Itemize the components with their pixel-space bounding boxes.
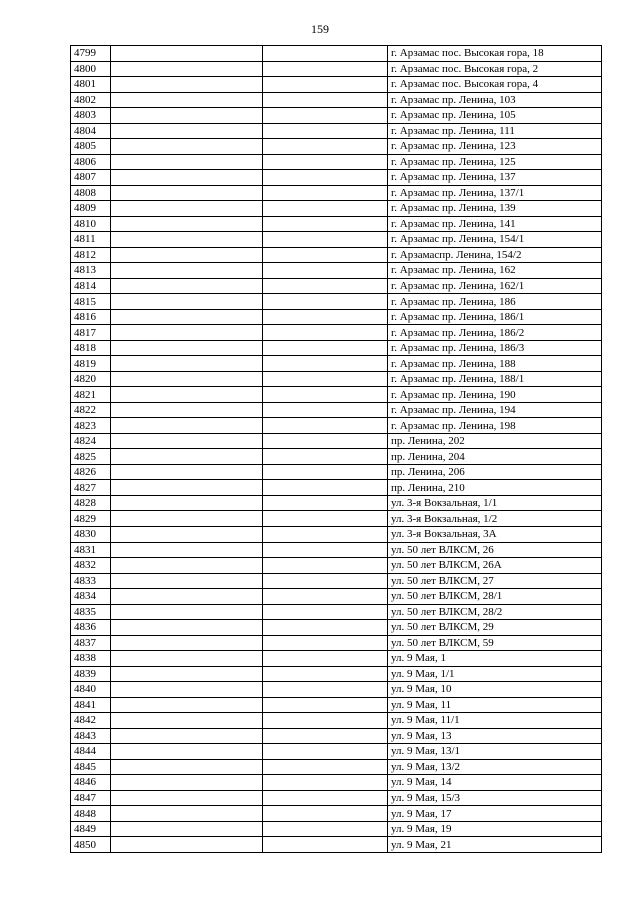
row-number: 4801 xyxy=(71,77,111,93)
empty-cell xyxy=(263,340,388,356)
table-row xyxy=(71,232,602,248)
empty-cell xyxy=(263,635,388,651)
empty-cell xyxy=(263,495,388,511)
empty-cell xyxy=(111,589,263,605)
table-row xyxy=(71,185,602,201)
empty-cell xyxy=(111,61,263,77)
empty-cell xyxy=(263,837,388,853)
empty-cell xyxy=(263,821,388,837)
empty-cell xyxy=(111,294,263,310)
address-cell: ул. 9 Мая, 15/3 xyxy=(388,790,602,806)
empty-cell xyxy=(111,433,263,449)
address-cell: г. Арзамас пр. Ленина, 186 xyxy=(388,294,602,310)
address-cell: пр. Ленина, 204 xyxy=(388,449,602,465)
address-cell: г. Арзамас пр. Ленина, 162/1 xyxy=(388,278,602,294)
table-row xyxy=(71,449,602,465)
address-cell: ул. 3-я Вокзальная, 3А xyxy=(388,526,602,542)
empty-cell xyxy=(111,356,263,372)
row-number: 4848 xyxy=(71,806,111,822)
empty-cell xyxy=(263,418,388,434)
table-row xyxy=(71,387,602,403)
row-number: 4816 xyxy=(71,309,111,325)
row-number: 4828 xyxy=(71,495,111,511)
empty-cell xyxy=(111,806,263,822)
empty-cell xyxy=(111,651,263,667)
address-cell: г. Арзамас пр. Ленина, 186/1 xyxy=(388,309,602,325)
address-cell: г. Арзамас пр. Ленина, 162 xyxy=(388,263,602,279)
empty-cell xyxy=(263,542,388,558)
empty-cell xyxy=(263,433,388,449)
empty-cell xyxy=(263,61,388,77)
empty-cell xyxy=(263,92,388,108)
address-cell: г. Арзамас пос. Высокая гора, 18 xyxy=(388,46,602,62)
empty-cell xyxy=(111,402,263,418)
row-number: 4832 xyxy=(71,558,111,574)
row-number: 4814 xyxy=(71,278,111,294)
row-number: 4813 xyxy=(71,263,111,279)
empty-cell xyxy=(263,728,388,744)
row-number: 4821 xyxy=(71,387,111,403)
address-cell: г. Арзамас пр. Ленина, 139 xyxy=(388,201,602,217)
empty-cell xyxy=(111,185,263,201)
address-cell: г. Арзамас пр. Ленина, 194 xyxy=(388,402,602,418)
empty-cell xyxy=(263,666,388,682)
empty-cell xyxy=(111,790,263,806)
address-cell: г. Арзамас пр. Ленина, 188/1 xyxy=(388,371,602,387)
row-number: 4835 xyxy=(71,604,111,620)
empty-cell xyxy=(111,573,263,589)
address-table-body xyxy=(71,46,602,853)
address-cell: пр. Ленина, 206 xyxy=(388,464,602,480)
address-cell: г. Арзамаспр. Ленина, 154/2 xyxy=(388,247,602,263)
row-number: 4825 xyxy=(71,449,111,465)
row-number: 4802 xyxy=(71,92,111,108)
table-row xyxy=(71,77,602,93)
row-number: 4818 xyxy=(71,340,111,356)
address-cell: г. Арзамас пр. Ленина, 188 xyxy=(388,356,602,372)
address-cell: г. Арзамас пр. Ленина, 123 xyxy=(388,139,602,155)
empty-cell xyxy=(263,713,388,729)
empty-cell xyxy=(263,604,388,620)
empty-cell xyxy=(111,325,263,341)
address-cell: г. Арзамас пр. Ленина, 190 xyxy=(388,387,602,403)
empty-cell xyxy=(263,154,388,170)
empty-cell xyxy=(263,589,388,605)
empty-cell xyxy=(263,77,388,93)
table-row xyxy=(71,294,602,310)
empty-cell xyxy=(111,263,263,279)
address-cell: ул. 9 Мая, 14 xyxy=(388,775,602,791)
table-row xyxy=(71,464,602,480)
empty-cell xyxy=(263,247,388,263)
table-row xyxy=(71,511,602,527)
table-row xyxy=(71,139,602,155)
row-number: 4809 xyxy=(71,201,111,217)
table-row xyxy=(71,589,602,605)
table-row xyxy=(71,651,602,667)
address-cell: ул. 50 лет ВЛКСМ, 59 xyxy=(388,635,602,651)
empty-cell xyxy=(263,123,388,139)
empty-cell xyxy=(263,682,388,698)
empty-cell xyxy=(111,526,263,542)
empty-cell xyxy=(111,449,263,465)
row-number: 4841 xyxy=(71,697,111,713)
table-row xyxy=(71,46,602,62)
row-number: 4850 xyxy=(71,837,111,853)
table-row xyxy=(71,170,602,186)
empty-cell xyxy=(111,775,263,791)
table-row xyxy=(71,635,602,651)
empty-cell xyxy=(263,46,388,62)
table-row xyxy=(71,371,602,387)
table-row xyxy=(71,263,602,279)
address-cell: г. Арзамас пр. Ленина, 186/3 xyxy=(388,340,602,356)
empty-cell xyxy=(111,340,263,356)
table-row xyxy=(71,558,602,574)
address-cell: г. Арзамас пр. Ленина, 141 xyxy=(388,216,602,232)
row-number: 4847 xyxy=(71,790,111,806)
empty-cell xyxy=(111,604,263,620)
table-row xyxy=(71,759,602,775)
address-cell: ул. 50 лет ВЛКСМ, 28/2 xyxy=(388,604,602,620)
row-number: 4827 xyxy=(71,480,111,496)
address-cell: г. Арзамас пр. Ленина, 186/2 xyxy=(388,325,602,341)
table-row xyxy=(71,526,602,542)
empty-cell xyxy=(263,759,388,775)
table-row xyxy=(71,247,602,263)
table-row xyxy=(71,821,602,837)
row-number: 4817 xyxy=(71,325,111,341)
empty-cell xyxy=(111,418,263,434)
empty-cell xyxy=(263,201,388,217)
row-number: 4837 xyxy=(71,635,111,651)
empty-cell xyxy=(263,387,388,403)
empty-cell xyxy=(111,371,263,387)
empty-cell xyxy=(263,108,388,124)
empty-cell xyxy=(111,216,263,232)
empty-cell xyxy=(263,294,388,310)
row-number: 4830 xyxy=(71,526,111,542)
empty-cell xyxy=(111,247,263,263)
empty-cell xyxy=(263,651,388,667)
address-cell: ул. 9 Мая, 11 xyxy=(388,697,602,713)
table-row xyxy=(71,201,602,217)
address-cell: г. Арзамас пр. Ленина, 137/1 xyxy=(388,185,602,201)
row-number: 4843 xyxy=(71,728,111,744)
address-cell: г. Арзамас пос. Высокая гора, 4 xyxy=(388,77,602,93)
empty-cell xyxy=(111,123,263,139)
row-number: 4833 xyxy=(71,573,111,589)
address-cell: ул. 9 Мая, 11/1 xyxy=(388,713,602,729)
table-row xyxy=(71,806,602,822)
row-number: 4838 xyxy=(71,651,111,667)
empty-cell xyxy=(263,744,388,760)
table-row xyxy=(71,154,602,170)
table-row xyxy=(71,542,602,558)
empty-cell xyxy=(263,232,388,248)
table-row xyxy=(71,728,602,744)
table-row xyxy=(71,309,602,325)
row-number: 4804 xyxy=(71,123,111,139)
address-cell: ул. 50 лет ВЛКСМ, 28/1 xyxy=(388,589,602,605)
table-row xyxy=(71,495,602,511)
empty-cell xyxy=(111,464,263,480)
empty-cell xyxy=(263,309,388,325)
empty-cell xyxy=(111,309,263,325)
empty-cell xyxy=(111,744,263,760)
row-number: 4845 xyxy=(71,759,111,775)
address-cell: ул. 50 лет ВЛКСМ, 27 xyxy=(388,573,602,589)
empty-cell xyxy=(263,139,388,155)
empty-cell xyxy=(111,837,263,853)
table-row xyxy=(71,108,602,124)
row-number: 4803 xyxy=(71,108,111,124)
empty-cell xyxy=(263,697,388,713)
empty-cell xyxy=(111,278,263,294)
table-row xyxy=(71,278,602,294)
empty-cell xyxy=(111,480,263,496)
address-table xyxy=(70,45,602,853)
empty-cell xyxy=(111,542,263,558)
table-row xyxy=(71,837,602,853)
empty-cell xyxy=(111,620,263,636)
row-number: 4808 xyxy=(71,185,111,201)
address-cell: ул. 50 лет ВЛКСМ, 29 xyxy=(388,620,602,636)
address-cell: ул. 50 лет ВЛКСМ, 26 xyxy=(388,542,602,558)
address-cell: г. Арзамас пр. Ленина, 154/1 xyxy=(388,232,602,248)
row-number: 4839 xyxy=(71,666,111,682)
table-row xyxy=(71,61,602,77)
table-row xyxy=(71,775,602,791)
empty-cell xyxy=(263,464,388,480)
empty-cell xyxy=(111,666,263,682)
address-cell: ул. 9 Мая, 17 xyxy=(388,806,602,822)
row-number: 4840 xyxy=(71,682,111,698)
table-row xyxy=(71,325,602,341)
empty-cell xyxy=(111,682,263,698)
empty-cell xyxy=(263,185,388,201)
row-number: 4810 xyxy=(71,216,111,232)
empty-cell xyxy=(263,573,388,589)
address-cell: г. Арзамас пр. Ленина, 125 xyxy=(388,154,602,170)
table-row xyxy=(71,418,602,434)
table-row xyxy=(71,697,602,713)
table-row xyxy=(71,340,602,356)
table-row xyxy=(71,713,602,729)
empty-cell xyxy=(111,511,263,527)
row-number: 4836 xyxy=(71,620,111,636)
empty-cell xyxy=(263,620,388,636)
address-cell: пр. Ленина, 202 xyxy=(388,433,602,449)
table-row xyxy=(71,356,602,372)
empty-cell xyxy=(111,713,263,729)
row-number: 4800 xyxy=(71,61,111,77)
table-row xyxy=(71,216,602,232)
empty-cell xyxy=(263,806,388,822)
row-number: 4799 xyxy=(71,46,111,62)
table-row xyxy=(71,744,602,760)
empty-cell xyxy=(263,790,388,806)
table-row xyxy=(71,402,602,418)
address-cell: пр. Ленина, 210 xyxy=(388,480,602,496)
table-row xyxy=(71,604,602,620)
address-cell: ул. 9 Мая, 1/1 xyxy=(388,666,602,682)
table-row xyxy=(71,433,602,449)
address-cell: г. Арзамас пр. Ленина, 137 xyxy=(388,170,602,186)
address-cell: г. Арзамас пос. Высокая гора, 2 xyxy=(388,61,602,77)
table-row xyxy=(71,123,602,139)
empty-cell xyxy=(263,263,388,279)
empty-cell xyxy=(111,697,263,713)
row-number: 4822 xyxy=(71,402,111,418)
empty-cell xyxy=(111,387,263,403)
table-row xyxy=(71,790,602,806)
address-cell: ул. 9 Мая, 13 xyxy=(388,728,602,744)
row-number: 4849 xyxy=(71,821,111,837)
row-number: 4806 xyxy=(71,154,111,170)
empty-cell xyxy=(111,728,263,744)
table-row xyxy=(71,92,602,108)
row-number: 4811 xyxy=(71,232,111,248)
empty-cell xyxy=(263,775,388,791)
row-number: 4820 xyxy=(71,371,111,387)
address-cell: ул. 3-я Вокзальная, 1/2 xyxy=(388,511,602,527)
address-cell: ул. 50 лет ВЛКСМ, 26А xyxy=(388,558,602,574)
row-number: 4805 xyxy=(71,139,111,155)
empty-cell xyxy=(111,92,263,108)
empty-cell xyxy=(263,170,388,186)
empty-cell xyxy=(111,232,263,248)
row-number: 4846 xyxy=(71,775,111,791)
row-number: 4834 xyxy=(71,589,111,605)
table-row xyxy=(71,620,602,636)
empty-cell xyxy=(111,108,263,124)
row-number: 4844 xyxy=(71,744,111,760)
address-cell: ул. 9 Мая, 19 xyxy=(388,821,602,837)
row-number: 4823 xyxy=(71,418,111,434)
empty-cell xyxy=(111,139,263,155)
row-number: 4831 xyxy=(71,542,111,558)
table-row xyxy=(71,573,602,589)
empty-cell xyxy=(111,46,263,62)
empty-cell xyxy=(263,325,388,341)
empty-cell xyxy=(111,154,263,170)
row-number: 4819 xyxy=(71,356,111,372)
table-row xyxy=(71,480,602,496)
empty-cell xyxy=(263,278,388,294)
table-row xyxy=(71,666,602,682)
empty-cell xyxy=(111,201,263,217)
address-cell: г. Арзамас пр. Ленина, 103 xyxy=(388,92,602,108)
empty-cell xyxy=(111,495,263,511)
empty-cell xyxy=(263,449,388,465)
empty-cell xyxy=(111,170,263,186)
row-number: 4807 xyxy=(71,170,111,186)
page-number: 159 xyxy=(311,22,329,36)
empty-cell xyxy=(111,77,263,93)
empty-cell xyxy=(111,759,263,775)
empty-cell xyxy=(263,402,388,418)
address-cell: ул. 9 Мая, 13/2 xyxy=(388,759,602,775)
empty-cell xyxy=(263,371,388,387)
row-number: 4815 xyxy=(71,294,111,310)
empty-cell xyxy=(263,558,388,574)
empty-cell xyxy=(263,356,388,372)
table-row xyxy=(71,682,602,698)
address-cell: г. Арзамас пр. Ленина, 198 xyxy=(388,418,602,434)
row-number: 4824 xyxy=(71,433,111,449)
empty-cell xyxy=(111,821,263,837)
empty-cell xyxy=(263,216,388,232)
empty-cell xyxy=(263,511,388,527)
row-number: 4829 xyxy=(71,511,111,527)
row-number: 4812 xyxy=(71,247,111,263)
address-cell: г. Арзамас пр. Ленина, 105 xyxy=(388,108,602,124)
address-cell: г. Арзамас пр. Ленина, 111 xyxy=(388,123,602,139)
row-number: 4842 xyxy=(71,713,111,729)
address-cell: ул. 9 Мая, 1 xyxy=(388,651,602,667)
empty-cell xyxy=(111,558,263,574)
empty-cell xyxy=(263,480,388,496)
address-cell: ул. 3-я Вокзальная, 1/1 xyxy=(388,495,602,511)
row-number: 4826 xyxy=(71,464,111,480)
empty-cell xyxy=(263,526,388,542)
address-cell: ул. 9 Мая, 21 xyxy=(388,837,602,853)
empty-cell xyxy=(111,635,263,651)
address-cell: ул. 9 Мая, 10 xyxy=(388,682,602,698)
address-cell: ул. 9 Мая, 13/1 xyxy=(388,744,602,760)
